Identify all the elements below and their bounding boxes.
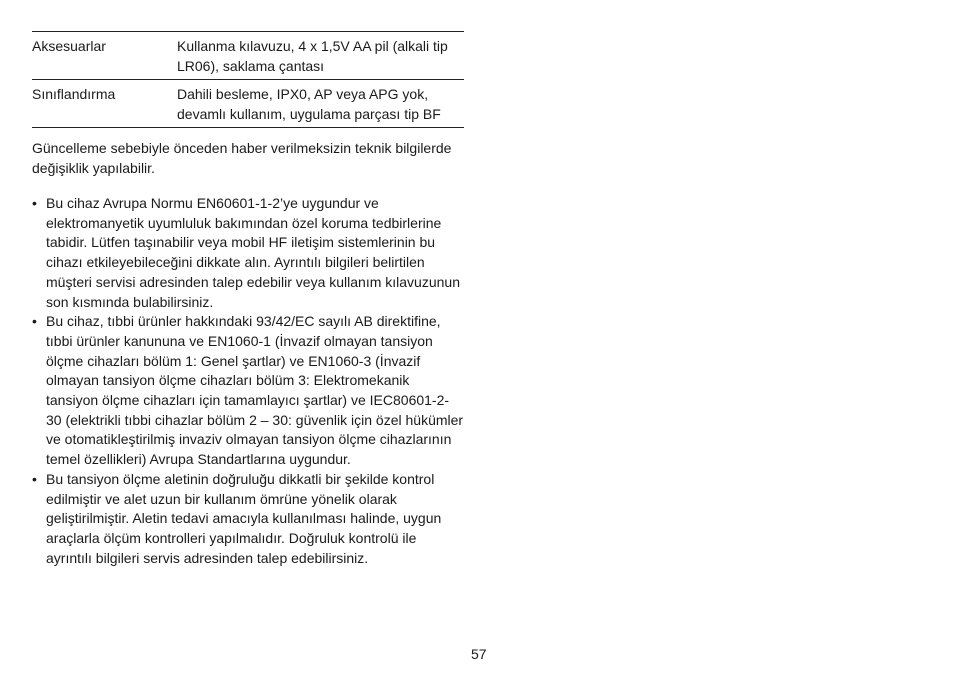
bullet-icon: •: [32, 195, 37, 211]
document-page: [32, 31, 464, 568]
notice-list: [32, 194, 464, 568]
spec-table: [32, 31, 464, 128]
page-number: 57: [471, 646, 487, 662]
table-row: [32, 32, 464, 80]
list-item-text: Bu cihaz, tıbbi ürünler hakkındaki 93/42/EC sayılı AB direktifine, tıbbi ürünler kanununa ve EN1060-1 (İnvazif olmayan tansiyon ölçme cihazları bölüm 1: Genel şartlar) ve EN1060-3 (İnvazif olmayan tansiyon ölçme cihazları bölüm 3: Elektromekanik tansiyon ölçme cihazları için tamamlayıcı şartlar) ve IEC80601-2-30 (elektrikli tıbbi cihazlar bölüm 2 – 30: güvenlik için özel hükümler ve otomatikleştirilmiş invaziv olmayan tansiyon ölçme cihazlarının temel özellikleri) Avrupa Standartlarına uygundur.: [46, 313, 464, 468]
list-item: [32, 194, 464, 312]
bullet-icon: •: [32, 470, 37, 487]
list-item: [32, 312, 464, 470]
bullet-icon: •: [32, 313, 37, 330]
spec-value: Dahili besleme, IPX0, AP veya APG yok, devamlı kullanım, uygulama parçası tip BF: [177, 86, 441, 122]
list-item-text: Bu tansiyon ölçme aletinin doğruluğu dikkatli bir şekilde kontrol edilmiştir ve alet uzun bir kullanım ömrüne yönelik olarak geliştirilmiştir. Aletin tedavi amacıyla kullanılması halinde, uygun araçlarla ölçüm kontrolleri yapılmalıdır. Doğruluk kontrolü ile ayrıntılı bilgileri servis adresinden talep edebilirsiniz.: [46, 470, 442, 566]
spec-key: Aksesuarlar: [32, 38, 106, 54]
table-row: [32, 80, 464, 128]
list-item: [32, 470, 464, 569]
spec-value: Kullanma kılavuzu, 4 x 1,5V AA pil (alkali tip LR06), saklama çantası: [177, 38, 448, 74]
update-note: Güncelleme sebebiyle önceden haber verilmeksizin teknik bilgilerde değişiklik yapılabilir.: [32, 140, 452, 176]
spec-key: Sınıflandırma: [32, 86, 116, 102]
list-item-text: Bu cihaz Avrupa Normu EN60601-1-2’ye uygundur ve elektromanyetik uyumluluk bakımından özel koruma tedbirlerine tabidir. Lütfen taşınabilir veya mobil HF iletişim sistemlerinin bu cihazı etkileyebileceğini dikkate alın. Ayrıntılı bilgileri belirtilen müşteri servisi adresinden talep edebilir veya kullanım kılavuzunun son kısmında bulabilirsiniz.: [46, 195, 460, 310]
